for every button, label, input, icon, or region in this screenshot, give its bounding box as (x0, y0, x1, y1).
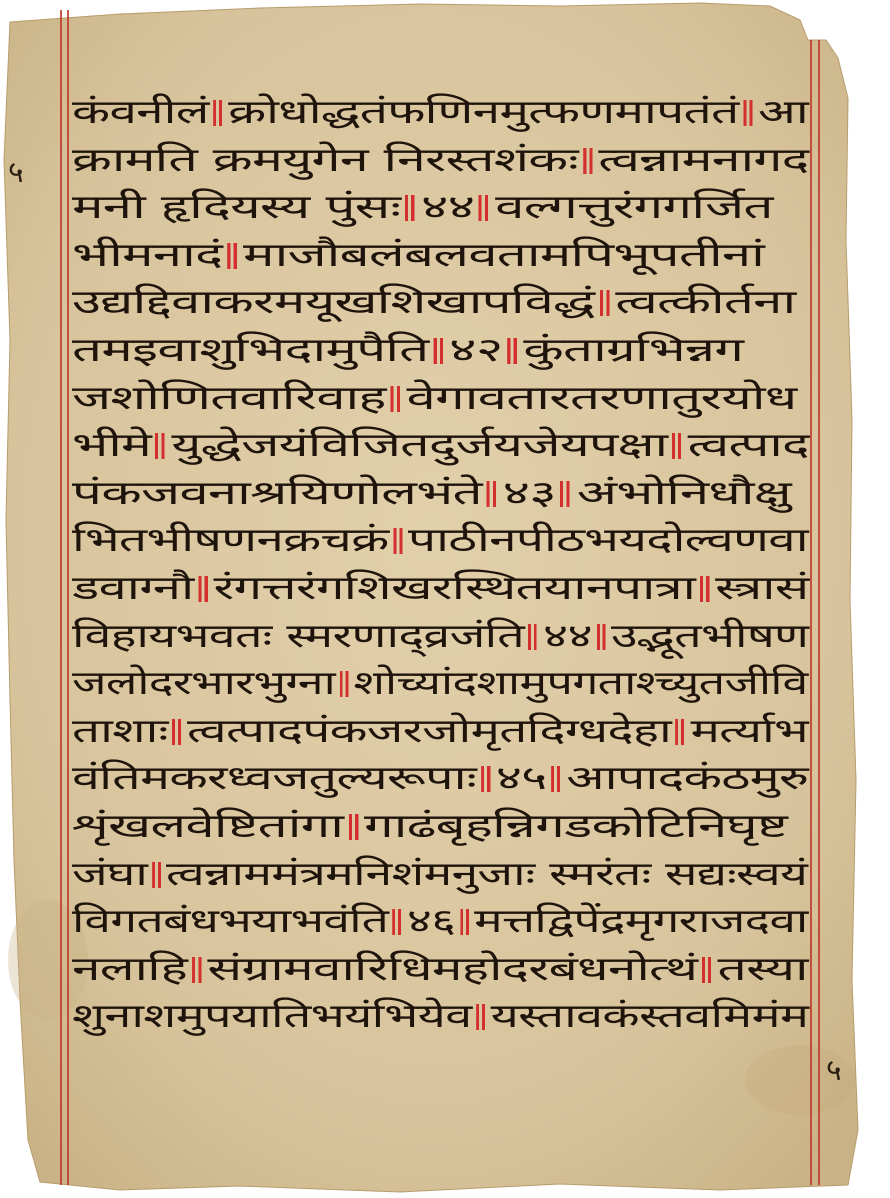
manuscript-line-text (72, 374, 796, 422)
text-segment: अंभोनिधौक्षु (576, 472, 791, 512)
manuscript-line-text (72, 231, 764, 279)
manuscript-line (72, 421, 810, 469)
text-segment: भीमनादं (72, 234, 223, 274)
rubric-danda-mark (393, 909, 403, 935)
text-segment: कुंताग्रभिन्नग (523, 329, 744, 369)
rubric-danda-mark (198, 576, 209, 602)
manuscript-line (72, 850, 810, 898)
text-segment: उद्यद्दिवाकरमयूखशिखापविद्धं (72, 282, 595, 322)
text-segment: आपादकंठमुरु (566, 758, 809, 798)
right-rule-outer (818, 40, 820, 1185)
text-segment: उद्भूतभीषण (610, 615, 809, 655)
manuscript-line-text (72, 469, 791, 517)
rubric-danda-mark (151, 862, 161, 888)
rubric-danda-mark (479, 195, 490, 221)
text-segment: मत्तद्विपेंद्रमृगराजदवा (474, 901, 808, 941)
manuscript-line-text (72, 183, 773, 231)
rubric-danda-mark (528, 624, 538, 650)
manuscript-line-text (72, 612, 808, 660)
text-segment: शृंखलवेष्टितांगा (72, 805, 344, 845)
text-segment: जशोणितवारिवाह (72, 377, 386, 417)
manuscript-line (72, 136, 810, 184)
manuscript-line (72, 564, 810, 612)
rubric-danda-mark (676, 719, 686, 745)
text-segment: वेगावतारतरणातुरयोध (406, 377, 797, 417)
manuscript-line (72, 802, 810, 850)
manuscript-line-text (72, 421, 809, 469)
text-segment: माजौबलंबलवतामपिभूपतीनां (243, 234, 765, 274)
manuscript-line-text (72, 326, 743, 374)
manuscript-line (72, 278, 810, 326)
text-segment: त्वत्पाद (687, 425, 809, 465)
manuscript-line (72, 183, 810, 231)
left-rule-inner (67, 10, 69, 1185)
manuscript-line-text (72, 516, 808, 564)
manuscript-line-text (72, 897, 808, 945)
text-segment: विगतबंधभयाभवंति (72, 901, 389, 941)
text-segment: ४४ (421, 187, 475, 227)
manuscript-line-text (72, 136, 808, 184)
manuscript-line-text (72, 278, 795, 326)
text-segment: भितभीषणनक्रचक्रं (72, 520, 389, 560)
text-segment: गाढंबृहन्निगडकोटिनिघृष्ट (364, 805, 787, 845)
right-rule-inner (810, 40, 812, 1185)
manuscript-line (72, 516, 810, 564)
rubric-danda-mark (743, 100, 754, 126)
manuscript-line (72, 754, 810, 802)
text-segment: शोच्यांदशामुपगताश्च्युतजीवि (353, 663, 808, 703)
text-segment: मर्त्याभ (690, 710, 808, 750)
text-segment: पंकजवनाश्रयिणोलभंते (72, 472, 482, 512)
rubric-danda-mark (700, 576, 711, 602)
rubric-danda-mark (599, 290, 610, 316)
text-segment: पाठीनपीठभयदोल्वणवा (408, 520, 808, 560)
manuscript-line (72, 326, 810, 374)
manuscript-line (72, 945, 810, 993)
rubric-danda-mark (507, 338, 518, 364)
text-segment: मनी हृदियस्य पुंसः (72, 187, 401, 227)
text-segment: रंगत्तरंगशिखरस्थितयानपात्रा (213, 567, 696, 607)
manuscript-line (72, 374, 810, 422)
rubric-danda-mark (339, 671, 349, 697)
rubric-danda-mark (192, 957, 203, 983)
rubric-danda-mark (213, 100, 224, 126)
text-segment: ४५ (495, 758, 547, 798)
text-segment: वंतिमकरध्वजतुल्यरूपाः (72, 758, 477, 798)
text-segment: ४२ (449, 329, 503, 369)
rubric-danda-mark (551, 766, 562, 792)
text-segment: तस्या (717, 948, 808, 988)
rubric-danda-mark (405, 195, 416, 221)
text-segment: भीमे (72, 425, 152, 465)
manuscript-text-block (72, 88, 810, 1040)
rubric-danda-mark (348, 814, 359, 840)
manuscript-line (72, 659, 810, 707)
rubric-danda-mark (487, 481, 498, 507)
text-segment: जलोदरभारभुग्ना (72, 663, 335, 703)
text-segment: शुनाशमुपयातिभयंभियेव (72, 996, 472, 1036)
rubric-danda-mark (561, 481, 572, 507)
text-segment: त्वत्कीर्तना (615, 282, 796, 322)
rubric-danda-mark (481, 766, 492, 792)
manuscript-line (72, 612, 810, 660)
manuscript-line-text (72, 707, 808, 755)
text-segment: त्वन्नामनागद (598, 139, 809, 179)
rubric-danda-mark (460, 909, 470, 935)
text-segment: जंघा (72, 853, 148, 893)
text-segment: ४३ (502, 472, 556, 512)
manuscript-line-text (72, 754, 808, 802)
rubric-danda-mark (227, 243, 238, 269)
rubric-danda-mark (393, 528, 404, 554)
text-segment: क्रोधोद्धतंफणिनमुत्फणमापतंतं (228, 92, 739, 131)
rubric-danda-mark (582, 148, 593, 174)
rubric-danda-mark (596, 624, 606, 650)
text-segment: नलाहि (72, 948, 188, 988)
text-segment: त्वत्पादपंकजरजोमृतदिग्धदेहा (186, 710, 672, 750)
text-segment: आ (758, 92, 808, 131)
manuscript-line (72, 231, 810, 279)
text-segment: तमइवाशुभिदामुपैति (72, 329, 429, 369)
rubric-danda-mark (672, 433, 683, 459)
text-segment: कंवनीलं (72, 92, 209, 131)
manuscript-line-text (72, 850, 807, 898)
text-segment: क्रामति क्रमयुगेन निरस्तशंकः (72, 139, 578, 179)
text-segment: संग्रामवारिधिमहोदरबंधनोत्थं (207, 948, 698, 988)
left-rule-outer (60, 10, 62, 1185)
text-segment: यस्तावकंस्तवमिमंम (490, 996, 809, 1036)
folio-number-right: ५ (826, 1053, 842, 1088)
rubric-danda-mark (172, 719, 182, 745)
folio-number-left: ५ (8, 155, 24, 190)
rubric-danda-mark (476, 1004, 486, 1030)
text-segment: ४४ (543, 615, 592, 655)
manuscript-line-text (72, 88, 808, 136)
rubric-danda-mark (156, 433, 167, 459)
rubric-danda-mark (702, 957, 713, 983)
text-segment: विहायभवतः स्मरणाद्व्रजंति (72, 615, 524, 655)
rubric-danda-mark (390, 386, 401, 412)
manuscript-line (72, 897, 810, 945)
manuscript-line-text (72, 802, 787, 850)
manuscript-line (72, 992, 810, 1040)
manuscript-line (72, 469, 810, 517)
text-segment: ४६ (407, 901, 456, 941)
manuscript-line (72, 707, 810, 755)
manuscript-line-text (72, 659, 808, 707)
manuscript-line-text (72, 992, 808, 1040)
text-segment: युद्धेजयंविजितदुर्जयजेयपक्षा (171, 425, 668, 465)
text-segment: डवाग्नौ (72, 567, 194, 607)
text-segment: वल्गत्तुरंगगर्जित (495, 187, 773, 227)
text-segment: स्त्रासं (715, 567, 809, 607)
text-segment: ताशाः (72, 710, 168, 750)
manuscript-line-text (72, 564, 808, 612)
rubric-danda-mark (433, 338, 444, 364)
manuscript-line (72, 88, 810, 136)
manuscript-line-text (72, 945, 808, 993)
text-segment: त्वन्नाममंत्रमनिशंमनुजाः स्मरंतः सद्यःस्वयं (166, 853, 808, 893)
